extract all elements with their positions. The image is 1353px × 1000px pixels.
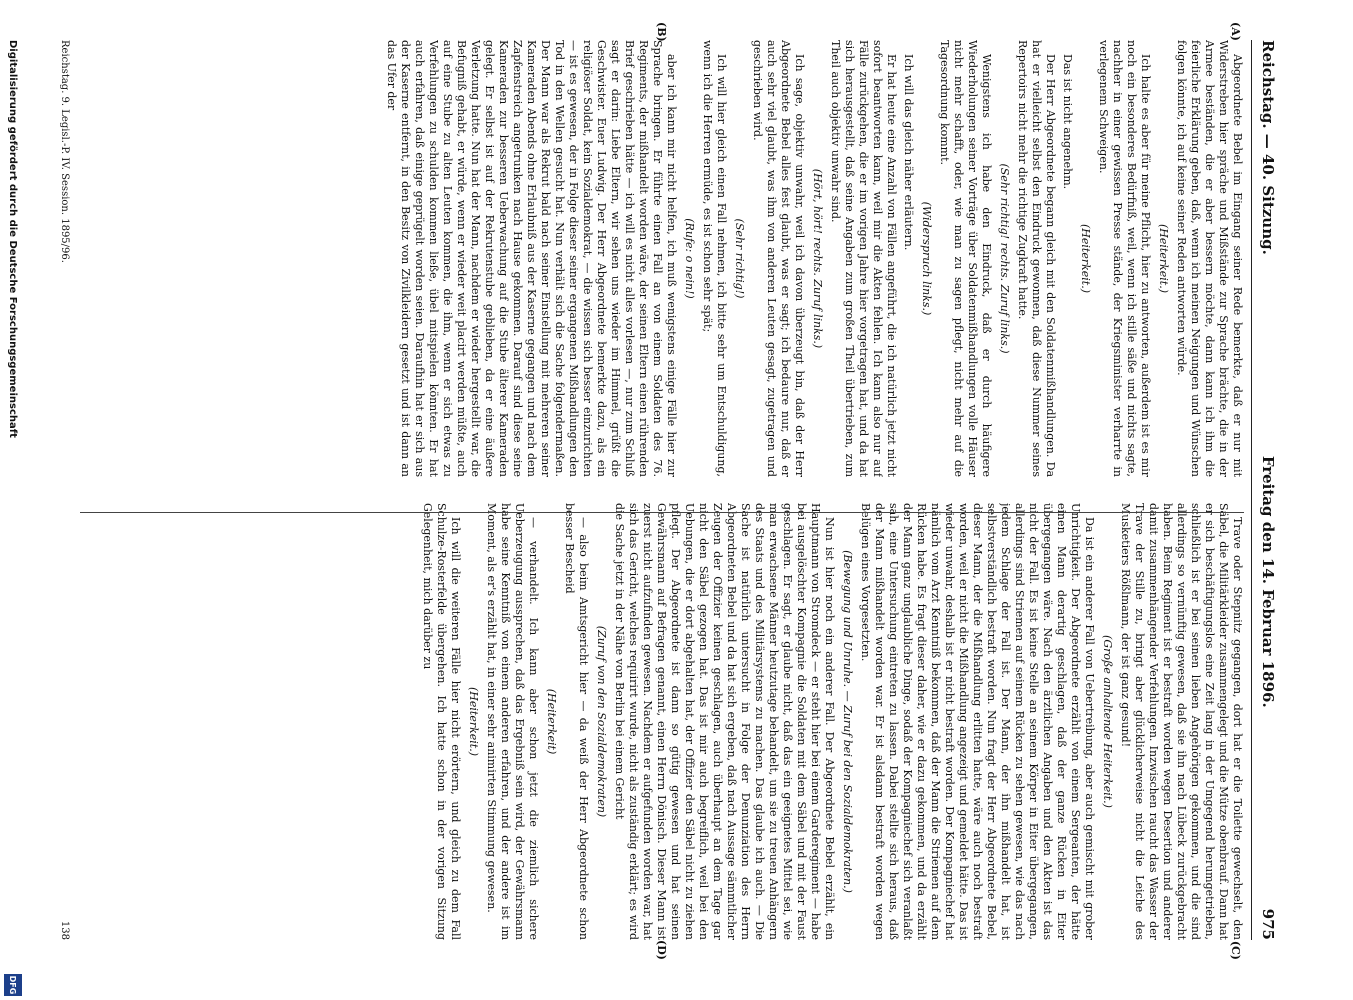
paragraph: Ich will die weiteren Fälle hier nicht erörtern, und gleich zu dem Fall Schulze-Rosterfelde übergehen. Ich hatte schon in der vorigen Sitzung Gelegenheit, mich darüber zu bbox=[421, 503, 462, 940]
page-footer bbox=[54, 40, 70, 940]
paragraph: (Zuruf von den Sozialdemokraten) bbox=[595, 625, 608, 818]
digitization-sidebar bbox=[4, 40, 18, 1000]
paragraph: Ich halte es aber für meine Pflicht, hier zu antworten, außerdem ist es mir noch ein besonderes Bedürfniß, weil, wenn ich stille säße und nichts sagte, nachher in einer gewissen Presse stände, der Kriegsminister verharrte in verlegenem Schweigen. bbox=[1097, 40, 1152, 477]
paragraph: (Große anhaltende Heiterkeit.) bbox=[1101, 635, 1114, 808]
paragraph: (Heiterkeit.) bbox=[1157, 223, 1170, 293]
paragraph: Er hat heute eine Anzahl von Fällen angeführt, die ich natürlich jetzt nicht sofort beantworten kann, weil mir die Akten fehlen. Ich kann also nur auf Fälle zurückgehen, die er im vorigen Jahre hier vorgetragen hat, und da hat sich herausgestellt, daß seine Angaben zum großen Theil übertrieben, zum Theil auch objektiv unwahr sind. bbox=[829, 40, 898, 477]
paragraph: (Rufe: o nein!) bbox=[683, 218, 696, 299]
document-page bbox=[40, 0, 1300, 1000]
paragraph: Ich will das gleich näher erläutern. bbox=[902, 54, 915, 251]
paragraph: Ich will hier gleich einen Fall nehmen, ich bitte sehr um Entschuldigung, wenn ich die Herren ermüde, es ist schon sehr spät; bbox=[701, 40, 728, 477]
digitization-credit: Digitalisierung gefördert durch die Deutsche Forschungsgemeinschaft bbox=[7, 40, 18, 438]
paragraph: Nun ist hier noch ein anderer Fall. Der Abgeordnete Bebel erzählt, ein Hauptmann von Stromdeck — er steht hier bei einem Garderegiment — habe bei ausgelöschter Kompagnie die Soldaten mit dem Säbel und mit der Faust geschlagen. Er sagt, er glaube nicht, daß das ein geeignetes Mittel sei, wie man erwachsene Männer heutzutage behandelt, um sie zu treuen Anhängern des Staats und des Militärsystems zu machen. Das glaube ich auch. — Die Sache ist natürlich untersucht in Folge der Denunziation des Herrn Abgeordneten Bebel und da hat sich ergeben, daß nach Aussage sämmtlicher Zeugen der Offizier keinen geschlagen, auch überhaupt an dem Tage gar nicht den Säbel gezogen hat. Das ist mir auch begreiflich, weil bei den Uebungen, die er dort abgehalten hat, der Offizier den Säbel nicht zu ziehen pflegt. Der Abgeordnete ist dann so gütig gewesen und hat seinen Gewährsmann auf Befragen genannt, einen Herrn Dönisch. Dieser Mann ist zuerst nicht aufzufinden gewesen. Nachdem er aufgefunden worden war, hat sich das Gericht, welches requirirt wurde, nicht als zuständig erklärt; es wird die Sache jetzt in der Nähe von Berlin bei einem Gericht bbox=[613, 503, 836, 940]
paragraph: Der Herr Abgeordnete begann gleich mit den Soldatenmißhandlungen. Da hat er vielleicht selbst den Eindruck gewonnen, daß diese Nummer seines Repertoirs nicht mehr die richtige Zugkraft hatte. bbox=[1016, 40, 1057, 477]
paragraph: — also beim Amtsgericht hier — da weiß der Herr Abgeordnete schon besser Bescheid bbox=[563, 503, 590, 940]
header-date: Freitag den 14. Februar 1896. bbox=[1259, 455, 1277, 708]
paragraph: — verhandelt. Ich kann aber schon jetzt die ziemlich sichere Ueberzeugung aussprechen, daß das Ergebniß sein wird, der Gewährsmann habe seine Kenntniß von einem anderen erfahren, und der andere ist im Moment, als er's erzählt hat, in einer sehr animirten Stimmung gewesen. bbox=[485, 503, 540, 940]
footer-number: 138 bbox=[59, 920, 70, 940]
paragraph: Das ist nicht angenehm. bbox=[1061, 54, 1074, 190]
header-left-title: Reichstag. — 40. Sitzung. bbox=[1259, 40, 1277, 255]
paragraph: (Heiterkeit) bbox=[545, 688, 558, 755]
left-column bbox=[80, 40, 1244, 477]
paragraph: aber ich kann mir nicht helfen, ich muß wenigstens einige Fälle hier zur Sprache bringen. Er führte einen Fall an von einem Soldaten des 76. Regiments, der mißhandelt worden wäre, der seinen Eltern einen rührenden Brief geschrieben hätte — ich will es nicht alles vorlesen —, nur zum Schluß sagt er darin: Liebe Eltern, wir sehen uns wieder im Himmel, grüßt die Geschwister. Euer Ludwig. Der Herr Abgeordnete bemerkte dazu, als ein religiöser Soldat, kein Sozialdemokrat, — die wissen sich besser einzurichten — ist es gewesen, der in Folge dieser seiner ergangenen Mißhandlungen den Tod in den Wellen gesucht hat. Nun verhält sich die Sache folgendermaßen. Der Mann war als Rekrut bald nach seiner Einstellung mit mehreren seiner Kameraden Abends ohne Erlaubniß aus der Kaserne gegangen und nach dem Zapfenstreich angetrunken nach Hause gekommen. Darauf sind diese seine Kameraden zur besseren Ueberwachung auf die Stube älterer Kameraden gelegt. Er selbst ist auf der Rekrutenstube geblieben, da er eine äußere Verletzung hatte. Nun hat der Mann, nachdem er wieder hergestellt war, die Befugniß gehabt, er würde, wenn er wieder weit placirt werden müßte, auch auf eine Stube zu alten Leuten kommen, die ihm, wenn er sich etwas zu Verfehlungen zu schulden kommen ließe, übel mitspielen könnten. Er hat auch erfahren, daß einige geprügelt worden seien. Daraufhin hat er sich aus der Kaserne entfernt, in den Besitz von Zivilkleidern gesetzt und ist dann an das Ufer der bbox=[385, 40, 678, 477]
paragraph: (Hört, hört! rechts. Zuruf links.) bbox=[811, 168, 824, 349]
dfg-logo: DFG bbox=[4, 974, 22, 996]
margin-marker-a: (A) bbox=[1229, 22, 1242, 41]
paragraph: (Widerspruch links.) bbox=[920, 201, 933, 316]
column-divider bbox=[80, 512, 1244, 513]
paragraph: Trave oder Stepnitz gegangen, dort hat er die Toilette gewechselt, den Säbel, die Militärkleider zusammengelegt und die Mütze obenbrauf. Dann hat er sich beschäftigungslos eine Zeit lang in der Umgegend herumgetrieben, schließlich ist er bei seinen lieben Angehörigen gekommen, und die sind allerdings so vernünftig gewesen, daß sie ihn nach Lübeck zurückgebracht haben. Beim Regiment ist er bestraft worden wegen Desertion und anderer damit zusammenhängender Verfehlungen. Inzwischen raucht das Wasser der Trave der Stille zu, bringt aber glücklicherweise nicht die Leiche des Musketiers Rößlmann, der ist ganz gesund! bbox=[1119, 503, 1244, 940]
margin-marker-d: (D) bbox=[655, 940, 668, 960]
paragraph: Ich sage, objektiv unwahr, weil ich davon überzeugt bin, daß der Herr Abgeordnete Bebel alles fest glaubt, was er sagt; ich bedaure nur, daß er auch sehr viel glaubt, was ihm von anderen Leuten gesagt, zugetragen und geschrieben wird. bbox=[751, 40, 806, 477]
paragraph: Da ist ein anderer Fall von Uebertreibung, aber auch gemischt mit grober Unrichtigkeit. Der Abgeordnete erzählt von einem Sergeanten, der hätte einen Mann derartig geschlagen, daß der ganze Rücken in Eiter übergegangen wäre. Nach den ärztlichen Angaben und den Akten ist das nicht der Fall. Es ist keine Stelle an seinem Körper in Eiter übergegangen, allerdings sind Striemen auf seinem Rücken zu sehen gewesen, wie das nach jedem Schlage der Fall ist. Der Mann, der ihn mißhandelt hat, ist selbstverständlich bestraft worden. Nun fragt der Herr Abgeordnete Bebel, dieser Mann, der die Mißhandlung erlitten hatte, wäre auch noch bestraft worden, weil er nicht die Mißhandlung angezeigt und gemeldet hätte. Das ist wieder unwahr, deshalb ist er nicht bestraft worden. Der Kompagniechef hat nämlich vom Arzt Kenntniß bekommen, daß der Mann die Striemen auf dem Rücken habe. Es fragt dieser daher, wie er dazu gekommen, und da erzählt der Mann ganz unglaubliche Dinge, sodaß der Kompagniechef sich veranlaßt sah, eine Untersuchung eintreten zu lassen. Dabei stellte sich heraus, daß der Mann mißhandelt worden war. Er ist alsdann bestraft worden wegen Belügen eines Vorgesetzten. bbox=[859, 503, 1096, 940]
paragraph: (Sehr richtig!) bbox=[733, 218, 746, 299]
margin-marker-c: (C) bbox=[1229, 940, 1242, 960]
paragraph: (Heiterkeit.) bbox=[467, 686, 480, 756]
paragraph: (Bewegung und Unruhe. — Zuruf bei den Sozialdemokraten.) bbox=[841, 550, 854, 893]
paragraph: (Heiterkeit.) bbox=[1079, 223, 1092, 293]
right-column bbox=[80, 503, 1244, 940]
footer-session: Reichstag. 9. Legisl.-P. IV. Session. 1895/96. bbox=[59, 40, 70, 263]
margin-marker-b: (B) bbox=[655, 22, 668, 42]
paragraph: Abgeordnete Bebel im Eingang seiner Rede bemerkte, daß er nur mit Widerstreben hier spräche und Mißstände zur Sprache brächte, die in der Armee beständen, die er aber bessern möchte, dann kann ich ihm die feierliche Erklärung geben, daß, wenn ich meinen Neigungen und Wünschen folgen könnte, ich auf keine seiner Reden antworten würde. bbox=[1175, 40, 1244, 477]
page-number: 975 bbox=[1259, 908, 1277, 940]
text-columns bbox=[80, 40, 1244, 940]
page-header bbox=[1251, 40, 1282, 940]
paragraph: (Sehr richtig! rechts. Zuruf links.) bbox=[998, 163, 1011, 354]
paragraph: Wenigstens ich habe den Eindruck, daß er durch häufigere Wiederholungen seiner Vorträge über Soldatenmißhandlungen volle Häuser nicht mehr schafft, oder, wie man zu sagen pflegt, nicht mehr auf die Tagesordnung kommt. bbox=[938, 40, 993, 477]
